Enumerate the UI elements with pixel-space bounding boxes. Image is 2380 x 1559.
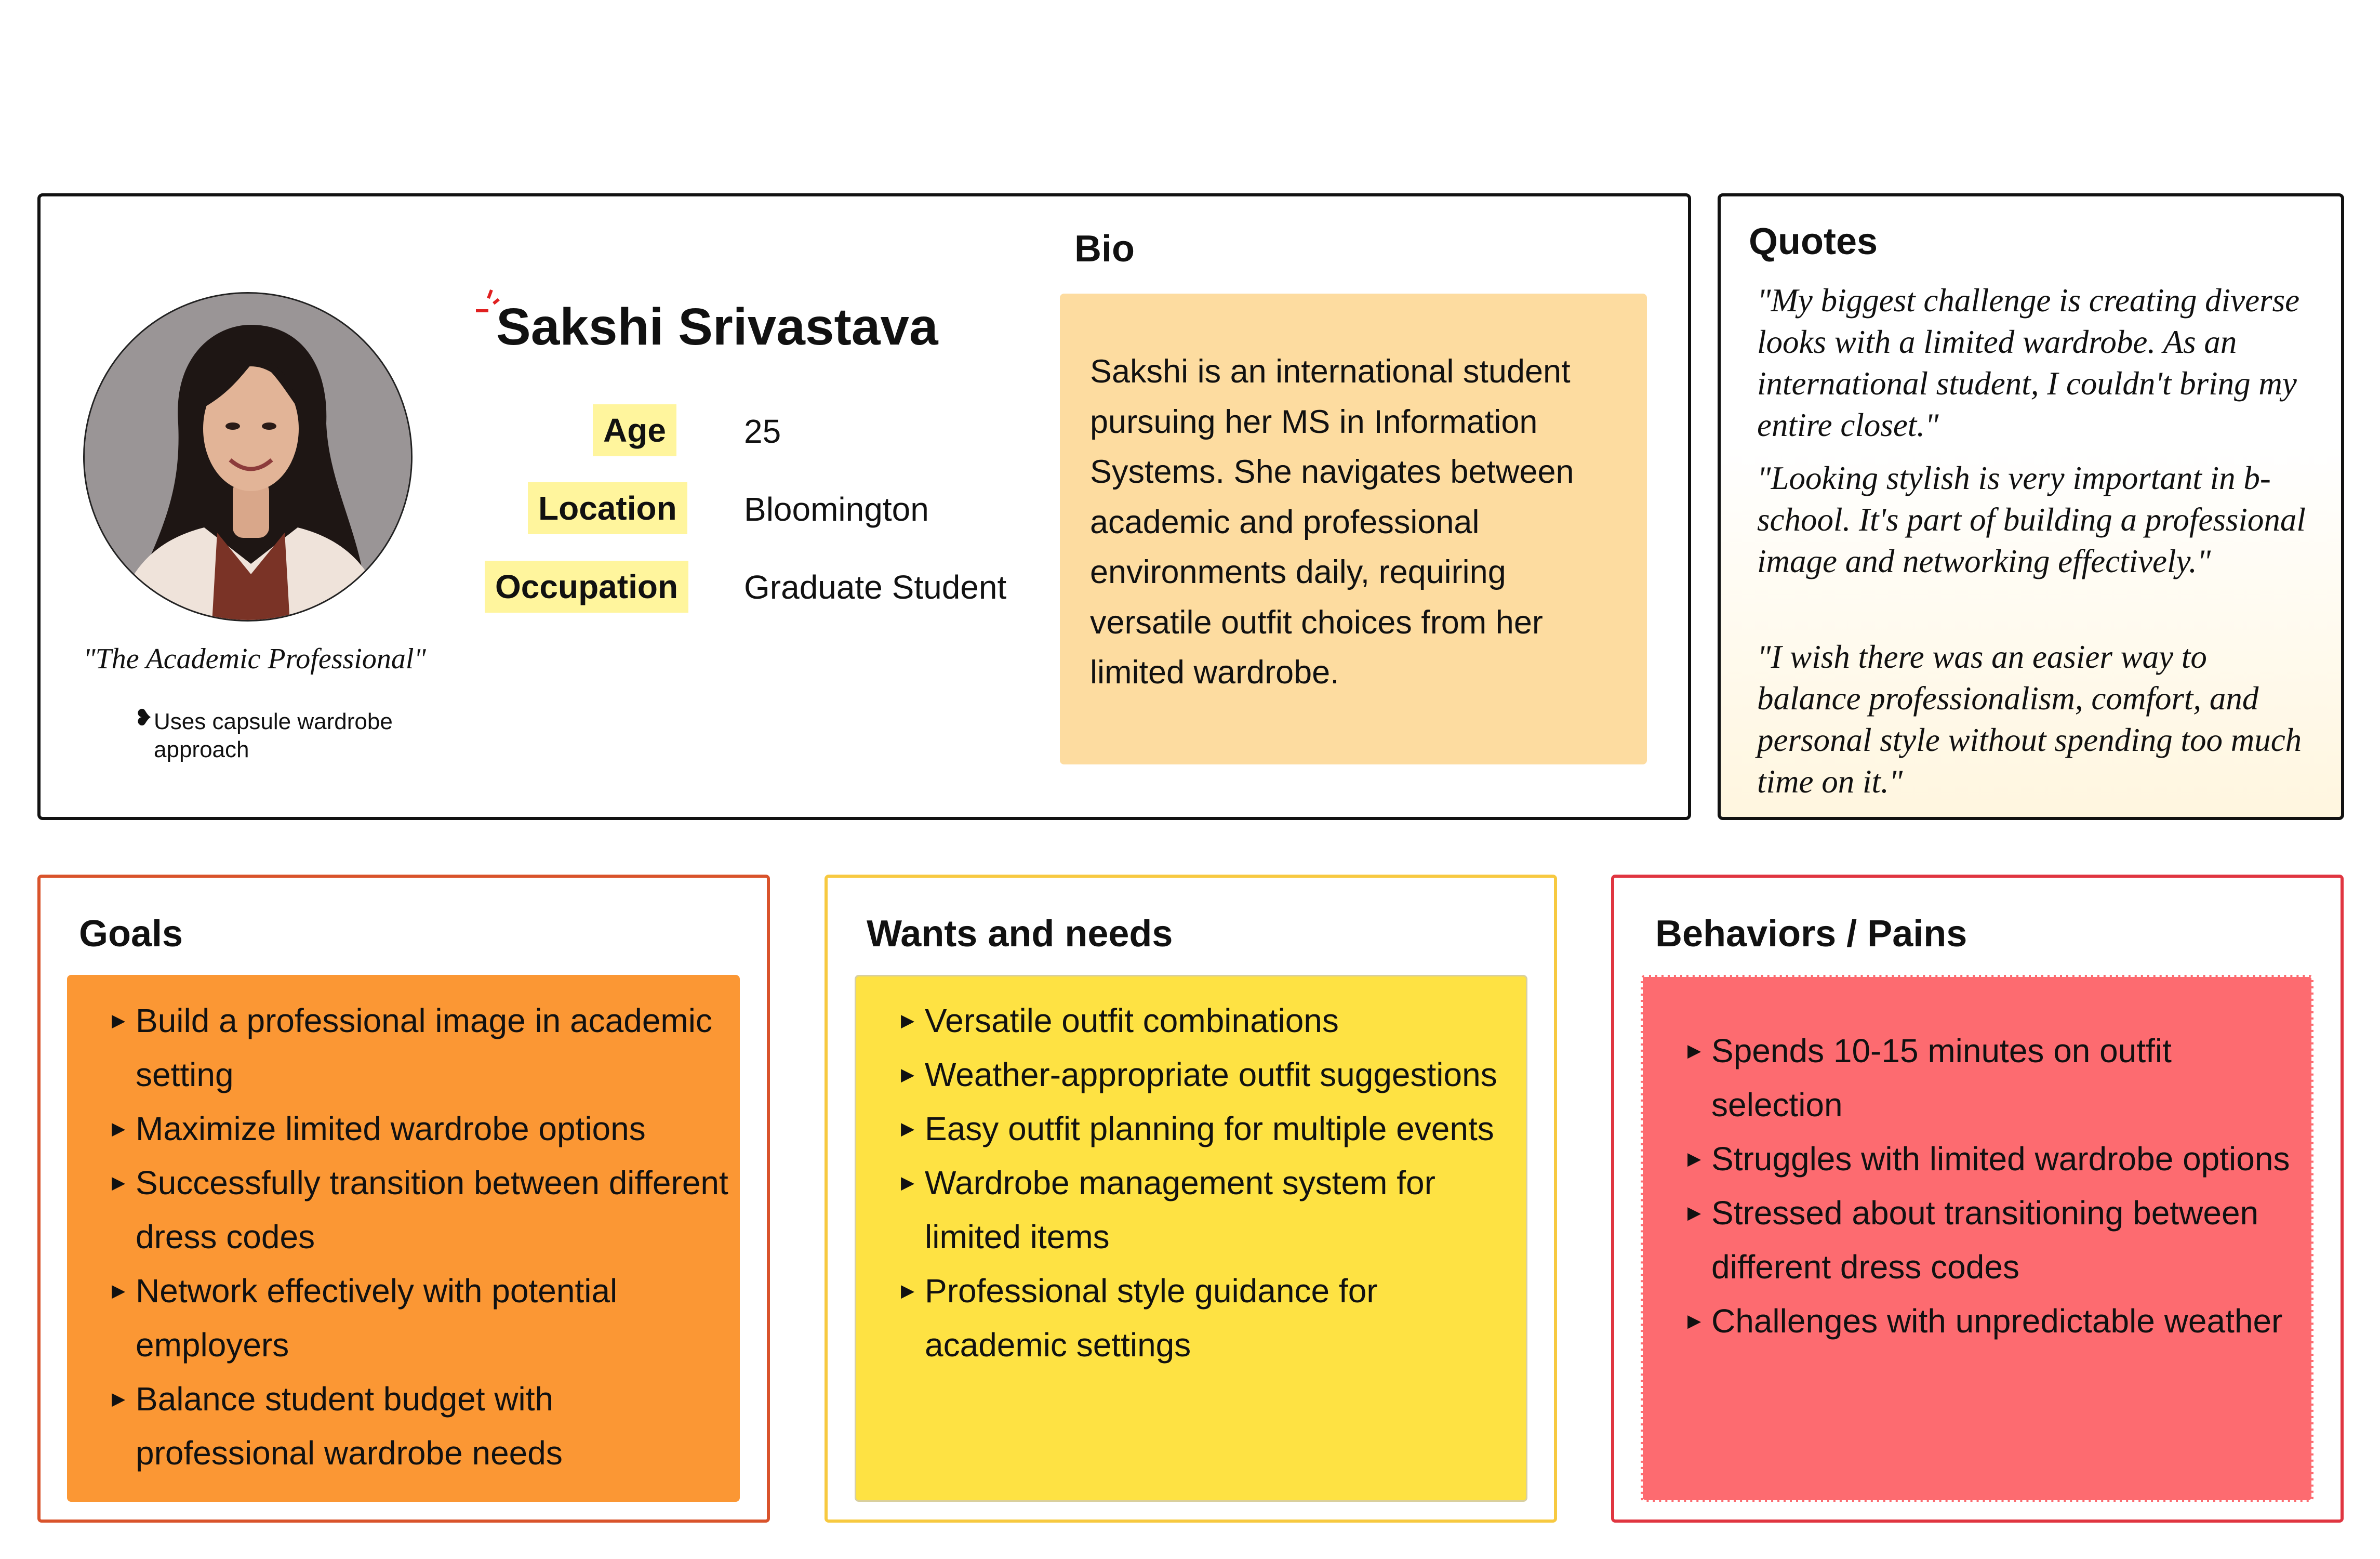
occupation-value: Graduate Student (744, 569, 1007, 606)
age-value: 25 (744, 413, 781, 450)
list-item: ▶ Build a professional image in academic setting (67, 994, 740, 1102)
pains-list (1643, 1024, 2311, 1348)
list-item: ▶ Struggles with limited wardrobe options (1643, 1132, 2311, 1186)
bullet-icon: ▶ (112, 1011, 126, 1030)
list-item: ▶ Network effectively with potential employers (67, 1264, 740, 1372)
location-label: Location (528, 482, 687, 534)
list-item: ▶ Maximize limited wardrobe options (67, 1102, 740, 1156)
persona-tagline: "The Academic Professional" (83, 643, 426, 675)
pains-title: Behaviors / Pains (1655, 913, 1967, 955)
quote-1: "My biggest challenge is creating diverse looks with a limited wardrobe. As an international student, I couldn't bring my entire closet." (1757, 282, 2300, 443)
bullet-icon: ▶ (901, 1011, 915, 1030)
bullet-icon: ▶ (1687, 1149, 1701, 1169)
bio-text: Sakshi is an international student pursuing her MS in Information Systems. She navigates between academic and professional environments daily, requiring versatile outfit choices from her limited wardrobe. (1090, 353, 1574, 691)
bullet-icon: ▶ (112, 1281, 126, 1301)
bio-box (1060, 294, 1647, 764)
bullet-icon: ▶ (112, 1389, 126, 1409)
age-label: Age (593, 404, 676, 456)
wants-list-box (855, 975, 1527, 1502)
pains-list-box (1641, 975, 2313, 1502)
list-item: ▶ Stressed about transitioning between different dress codes (1643, 1186, 2311, 1294)
list-item: ▶ Easy outfit planning for multiple events (856, 1102, 1526, 1156)
bullet-icon: ▶ (1687, 1311, 1701, 1331)
quote-2: "Looking stylish is very important in b-school. It's part of building a professional image and networking effectively." (1757, 460, 2306, 579)
bullet-icon: ▶ (901, 1119, 915, 1139)
bullet-icon: ▶ (1687, 1203, 1701, 1223)
bullet-icon: ▶ (112, 1173, 126, 1193)
list-item: ▶ Versatile outfit combinations (856, 994, 1526, 1048)
quotes-title: Quotes (1749, 221, 1878, 262)
wants-list (856, 994, 1526, 1372)
list-item: ▶ Wardrobe management system for limited items (856, 1156, 1526, 1264)
wants-title: Wants and needs (867, 913, 1173, 955)
person-portrait-icon (85, 294, 413, 622)
bullet-icon: ▶ (901, 1281, 915, 1301)
trait-bullet-icon: ❥ (134, 705, 153, 731)
goals-title: Goals (79, 913, 183, 955)
list-item: ▶ Weather-appropriate outfit suggestions (856, 1048, 1526, 1102)
persona-trait: Uses capsule wardrobe approach (154, 709, 393, 762)
list-item: ▶ Successfully transition between different dress codes (67, 1156, 740, 1264)
goals-list (67, 994, 740, 1480)
list-item: ▶ Challenges with unpredictable weather (1643, 1294, 2311, 1348)
bullet-icon: ▶ (1687, 1041, 1701, 1061)
list-item: ▶ Balance student budget with professional wardrobe needs (67, 1372, 740, 1480)
bullet-icon: ▶ (901, 1173, 915, 1193)
bullet-icon: ▶ (901, 1065, 915, 1085)
bullet-icon: ▶ (112, 1119, 126, 1139)
list-item: ▶ Professional style guidance for academic settings (856, 1264, 1526, 1372)
bio-title: Bio (1074, 228, 1135, 270)
list-item: ▶ Spends 10-15 minutes on outfit selection (1643, 1024, 2311, 1132)
quote-3: "I wish there was an easier way to balance professionalism, comfort, and personal style without spending too much time on it." (1757, 639, 2302, 800)
goals-list-box (67, 975, 740, 1502)
occupation-label: Occupation (485, 561, 688, 613)
avatar (83, 292, 413, 622)
persona-name: Sakshi Srivastava (496, 298, 938, 356)
location-value: Bloomington (744, 491, 929, 528)
